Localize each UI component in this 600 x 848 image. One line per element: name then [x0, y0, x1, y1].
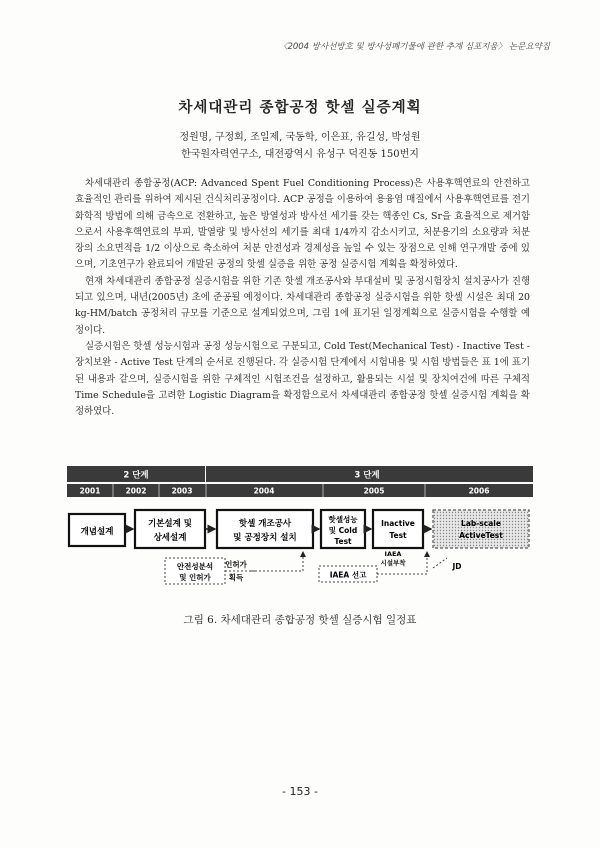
safety-line1: 안전성분석 — [176, 562, 214, 571]
lab-scale-active-test-box — [433, 510, 529, 548]
hotcell-mod-line2: 및 공정장치 설치 — [233, 533, 297, 543]
license-label-2: 획득 — [228, 573, 244, 582]
license-arrow — [251, 552, 303, 571]
iaea-declaration-label: IAEA 선고 — [329, 570, 367, 580]
paragraph-3: 실증시험은 핫셀 성능시험과 공정 성능시험으로 구분되고, Cold Test(Mechanical Test) - Inactive Test - 장치보완 - Active Test 단계의 순서로 진행된다. 각 실증시험 단계에서 시험내용 및 시험 방법들은 표 1에 표기된 내용과 같으며, 실증시험을 위한 구체적인 시험조건을 설정하고, 활용되는 시설 및 장치여건에 따른 구체적 Time Schedule을 고려한 Logistic Diagram을 확정함으로서 차세대관리 종합공정 핫셀 실증시험 계획을 확정하였다. — [75, 340, 530, 418]
perf-line3: Test — [334, 537, 352, 546]
inactive-line2: Test — [389, 531, 407, 540]
labscale-line1: Lab-scale — [461, 519, 501, 528]
safety-line2: 및 인허가 — [179, 573, 211, 582]
inactive-line1: Inactive — [381, 519, 415, 528]
inactive-test-box — [373, 510, 423, 548]
figure-caption: 그림 6. 차세대관리 종합공정 핫셀 실증시험 일정표 — [183, 614, 417, 626]
abstract-body — [75, 176, 530, 420]
year-2006: 2006 — [468, 486, 490, 496]
schedule-diagram — [67, 466, 533, 586]
paper-affiliation: 한국원자력연구소, 대전광역시 유성구 덕진동 150번지 — [181, 149, 419, 160]
labscale-line2: ActiveTest — [459, 531, 503, 540]
phase2-label: 2 단계 — [123, 470, 149, 481]
year-2001: 2001 — [79, 486, 101, 496]
running-head: 〈2004 방사선방호 및 방사성폐기물에 관한 추계 심포지움〉 논문요약집 — [278, 42, 550, 52]
paper-title: 차세대관리 종합공정 핫셀 실증계획 — [178, 99, 422, 116]
paragraph-2: 현재 차세대관리 종합공정 실증시험을 위한 기존 핫셀 개조공사와 부대설비 및 공정시험장치 설치공사가 진행되고 있으며, 내년(2005년) 초에 준공될 예정이다. 차세대관리 종합공정 실증시험을 위한 핫셀 시설은 최대 20 kg-HM/batch 공정처리 규모를 기준으로 설계되었으며, 그림 1에 표기된 일정계획으로 실증시험을 수행할 예정이다. — [75, 275, 530, 336]
paper-authors: 정원명, 구정회, 조일제, 국동학, 이은표, 유길성, 박성원 — [179, 132, 421, 143]
year-2003: 2003 — [171, 486, 193, 496]
phase3-label: 3 단계 — [354, 470, 380, 481]
iaea-attach-line1: IAEA — [384, 550, 402, 558]
perf-line1: 핫셀성능 — [328, 515, 358, 524]
iaea-attach-line2: 시설부착 — [380, 559, 406, 567]
year-2005: 2005 — [363, 486, 385, 496]
basic-design-line2: 상세설계 — [153, 533, 187, 543]
perf-line2: 및 Cold — [328, 526, 358, 535]
basic-design-line1: 기본설계 및 — [147, 519, 193, 529]
year-2004: 2004 — [253, 486, 275, 496]
jd-label: JD — [452, 562, 462, 571]
jd-connector — [433, 558, 447, 568]
paragraph-1: 차세대관리 종합공정(ACP: Advanced Spent Fuel Conditioning Process)은 사용후핵연료의 안전하고 효율적인 관리를 위하여 제시된 건식처리공정이다. ACP 공정을 이용하여 용융염 매질에서 사용후핵연료를 전기화학적 방법에 의해 금속으로 전환하고, 높은 방열성과 방사선 세기를 갖는 핵종인 Cs, Sr을 효율적으로 제거함으로서 사용후핵연료의 부피, 발열량 및 방사선의 세기를 최대 1/4까지 감소시키고, 처분용기의 소요량과 처분장의 소요면적을 1/2 이상으로 축소하여 처분 안전성과 경제성을 높일 수 있는 장점으로 인해 연구개발 중에 있으며, 기초연구가 완료되어 개발된 공정의 핫셀 실증을 위한 공정 실증시험 계획을 확정하였다. — [75, 178, 530, 271]
year-2002: 2002 — [125, 486, 147, 496]
license-label-1: 인허가 — [225, 560, 247, 569]
concept-design-label: 개념설계 — [80, 527, 114, 537]
page-number: - 153 - — [282, 785, 318, 798]
hotcell-mod-line1: 핫셀 개조공사 — [238, 519, 292, 529]
